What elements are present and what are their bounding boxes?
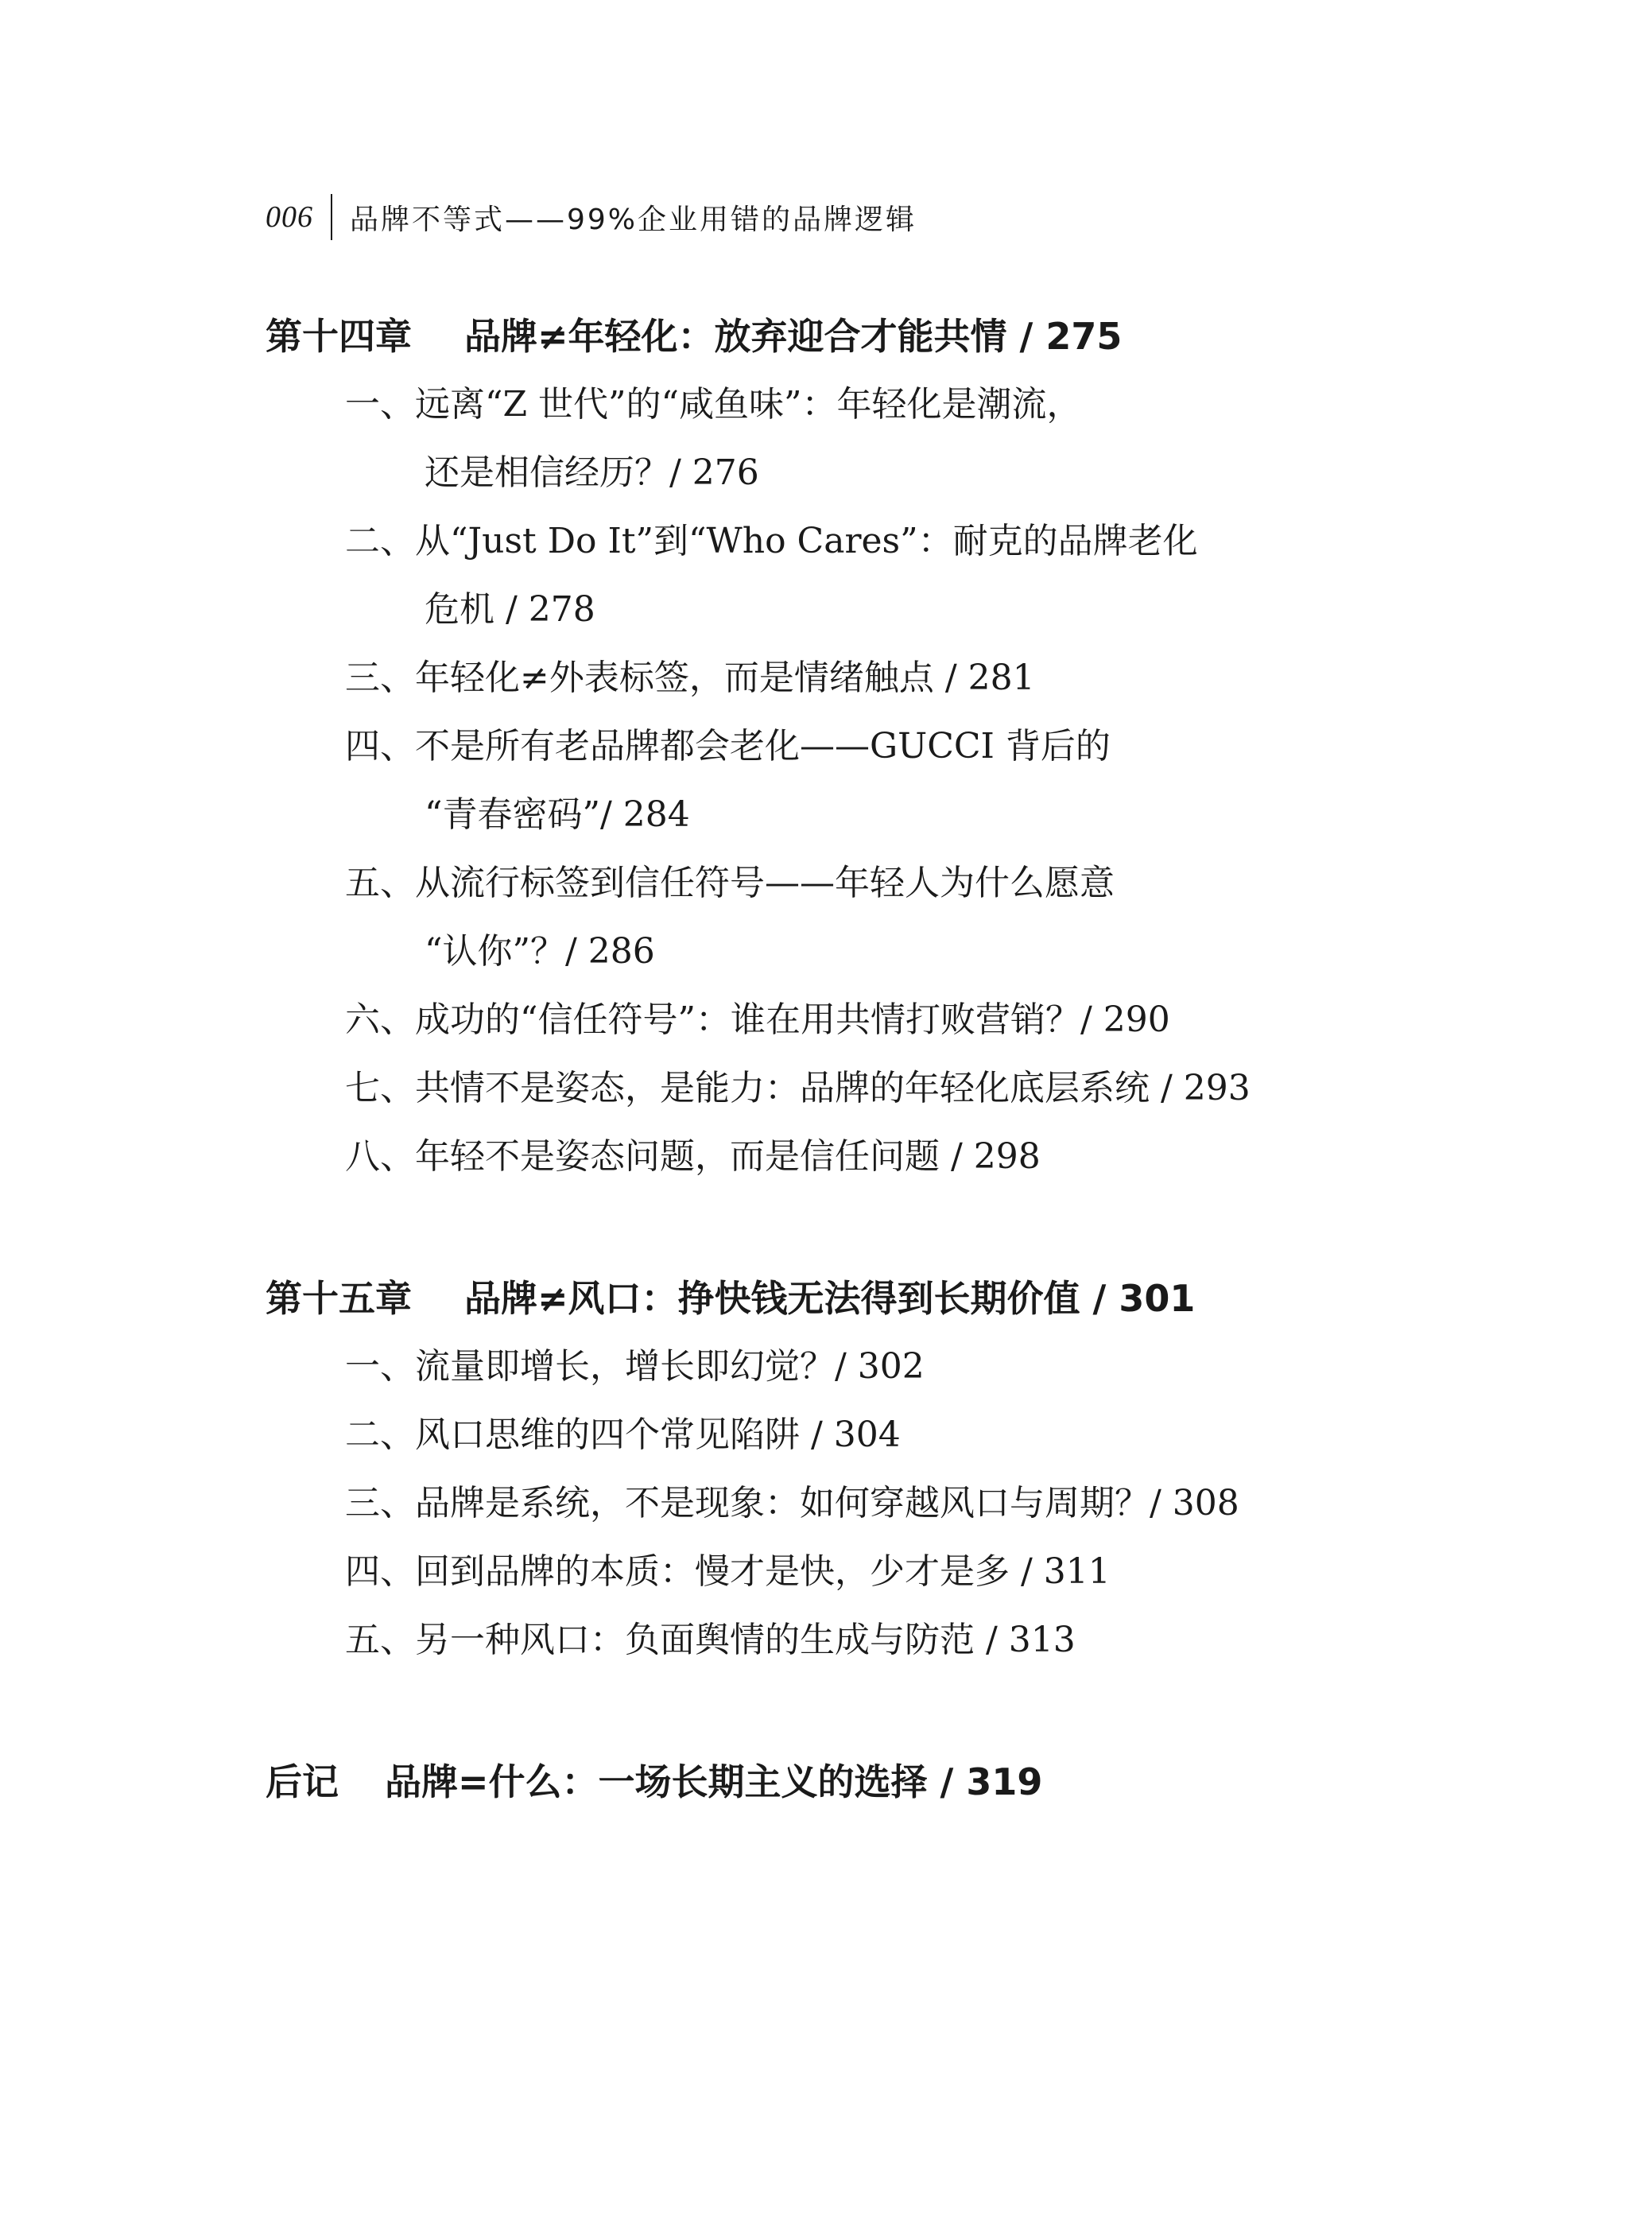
entry-text: 五、从流行标签到信任符号——年轻人为什么愿意 xyxy=(345,863,1115,903)
entry-text: 二、风口思维的四个常见陷阱 / 304 xyxy=(345,1415,901,1455)
chapter-number: 第十四章 xyxy=(266,315,412,358)
toc-entry xyxy=(266,1333,1410,1401)
entry-text: 四、回到品牌的本质：慢才是快，少才是多 / 311 xyxy=(345,1551,1111,1592)
chapter-14 xyxy=(266,302,1410,1191)
chapter-heading xyxy=(266,1264,1410,1333)
afterword-heading xyxy=(266,1748,1410,1816)
book-title: 品牌不等式——99%企业用错的品牌逻辑 xyxy=(350,203,917,236)
toc-entry xyxy=(266,1401,1410,1469)
entry-text: 二、从“Just Do It”到“Who Cares”：耐克的品牌老化 xyxy=(345,521,1198,561)
entry-text: 一、流量即增长，增长即幻觉？/ 302 xyxy=(345,1346,925,1387)
table-of-contents xyxy=(266,302,1410,1889)
chapter-heading xyxy=(266,302,1410,371)
chapter-number: 第十五章 xyxy=(266,1277,412,1320)
toc-entry xyxy=(266,849,1410,986)
entry-text: 八、年轻不是姿态问题，而是信任问题 / 298 xyxy=(345,1136,1041,1177)
toc-entry xyxy=(266,1538,1410,1606)
entry-text: 三、品牌是系统，不是现象：如何穿越风口与周期？/ 308 xyxy=(345,1483,1239,1523)
toc-entry xyxy=(266,1606,1410,1675)
entry-text-continued: “认你”？/ 286 xyxy=(425,931,655,972)
toc-entry xyxy=(266,644,1410,712)
afterword-title: 品牌=什么：一场长期主义的选择 / 319 xyxy=(385,1760,1043,1803)
toc-entry xyxy=(266,1123,1410,1191)
toc-entry xyxy=(266,507,1410,644)
entry-text: 七、共情不是姿态，是能力：品牌的年轻化底层系统 / 293 xyxy=(345,1068,1251,1108)
entry-text-continued: 危机 / 278 xyxy=(425,589,595,630)
page-number: 006 xyxy=(266,200,313,234)
toc-entry xyxy=(266,712,1410,849)
afterword xyxy=(266,1748,1410,1816)
entry-text: 一、远离“Z 世代”的“咸鱼味”：年轻化是潮流， xyxy=(345,384,1082,425)
toc-entry xyxy=(266,371,1410,507)
running-header xyxy=(266,189,917,245)
entry-text: 三、年轻化≠外表标签，而是情绪触点 / 281 xyxy=(345,658,1035,698)
toc-entry xyxy=(266,1054,1410,1123)
chapter-title: 品牌≠年轻化：放弃迎合才能共情 / 275 xyxy=(464,315,1123,358)
toc-entry xyxy=(266,1469,1410,1538)
toc-entry xyxy=(266,986,1410,1054)
chapter-15 xyxy=(266,1264,1410,1675)
entry-text: 六、成功的“信任符号”：谁在用共情打败营销？/ 290 xyxy=(345,999,1170,1040)
entry-text-continued: “青春密码”/ 284 xyxy=(425,794,690,835)
entry-text: 四、不是所有老品牌都会老化——GUCCI 背后的 xyxy=(345,726,1111,766)
entry-text: 五、另一种风口：负面舆情的生成与防范 / 313 xyxy=(345,1620,1076,1660)
entry-text-continued: 还是相信经历？/ 276 xyxy=(425,452,759,493)
chapter-title: 品牌≠风口：挣快钱无法得到长期价值 / 301 xyxy=(464,1277,1196,1320)
afterword-label: 后记 xyxy=(266,1760,339,1803)
header-divider xyxy=(331,194,332,240)
